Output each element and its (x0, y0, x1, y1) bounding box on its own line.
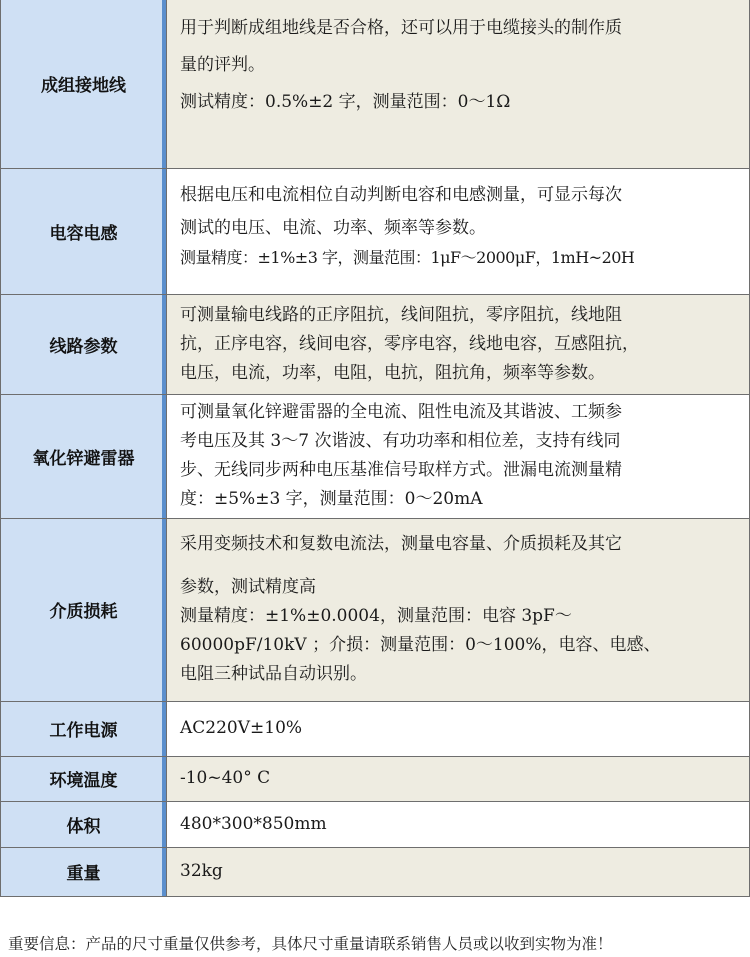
row-value-line: 测量精度：±1%±3 字，测量范围：1μF～2000μF，1mH~20H (180, 247, 635, 267)
row-value-cell (167, 847, 750, 896)
row-value-cell (167, 168, 750, 294)
spec-row-volume (1, 801, 750, 847)
row-label: 成组接地线 (41, 76, 126, 97)
row-value-line: 考电压及其 3～7 次谐波、有功功率和相位差，支持有线同 (180, 431, 621, 451)
row-label: 工作电源 (49, 721, 118, 741)
row-label-cell (1, 0, 167, 168)
row-label: 环境温度 (49, 771, 118, 791)
row-value-line: 抗，正序电容，线间电容，零序电容，线地电容，互感阻抗， (180, 333, 639, 354)
row-value-line: AC220V±10% (180, 718, 303, 738)
spec-row-grounding (1, 0, 750, 168)
row-label: 氧化锌避雷器 (32, 448, 135, 469)
row-label: 重量 (66, 864, 101, 884)
spec-row-dielectric-loss (1, 518, 750, 701)
row-value-cell (167, 0, 750, 168)
row-value-cell (167, 756, 750, 801)
row-label: 线路参数 (49, 336, 118, 357)
spec-row-capacitance-inductance (1, 168, 750, 294)
row-value-line: 32kg (180, 861, 223, 881)
row-label-cell (1, 394, 167, 518)
row-value-line: 可测量输电线路的正序阻抗，线间阻抗，零序阻抗，线地阻 (180, 304, 622, 325)
row-value-line: 步、无线同步两种电压基准信号取样方式。泄漏电流测量精 (180, 460, 622, 480)
row-value-line: 采用变频技术和复数电流法，测量电容量、介质损耗及其它 (180, 534, 622, 554)
row-value-line: 参数，测试精度高 (180, 577, 316, 597)
spec-row-line-parameters (1, 294, 750, 394)
row-label-cell (1, 701, 167, 756)
row-value-cell (167, 518, 750, 701)
row-value-line: 测试精度：0.5%±2 字，测量范围：0～1Ω (180, 92, 511, 112)
spec-row-weight (1, 847, 750, 896)
row-label: 体积 (66, 816, 101, 837)
row-value-line: 根据电压和电流相位自动判断电容和电感测量，可显示每次 (180, 184, 622, 205)
row-value-line: 度：±5%±3 字，测量范围：0～20mA (180, 489, 483, 509)
row-label-cell (1, 518, 167, 701)
row-label: 电容电感 (49, 223, 118, 244)
row-label-cell (1, 801, 167, 847)
row-label-cell (1, 847, 167, 896)
row-value-cell (167, 701, 750, 756)
row-label-cell (1, 168, 167, 294)
row-value-line: -10~40° C (180, 768, 271, 788)
row-value-cell (167, 294, 750, 394)
row-value-line: 60000pF/10kV ；介损：测量范围：0～100%，电容、电感、 (180, 635, 661, 655)
disclaimer-note: 重要信息：产品的尺寸重量仅供参考，具体尺寸重量请联系销售人员或以收到实物为准！ (8, 935, 613, 953)
spec-row-zinc-oxide-arrester (1, 394, 750, 518)
row-value-line: 480*300*850mm (180, 813, 327, 834)
row-value-line: 可测量氧化锌避雷器的全电流、阻性电流及其谐波、工频参 (180, 402, 622, 422)
row-value-line: 测试的电压、电流、功率、频率等参数。 (180, 217, 486, 238)
row-label: 介质损耗 (49, 602, 118, 622)
row-label-cell (1, 756, 167, 801)
spec-row-ambient-temperature (1, 756, 750, 801)
spec-row-power-supply (1, 701, 750, 756)
row-value-cell (167, 394, 750, 518)
row-value-line: 用于判断成组地线是否合格，还可以用于电缆接头的制作质 (180, 18, 622, 38)
row-value-line: 量的评判。 (180, 55, 265, 75)
row-label-cell (1, 294, 167, 394)
row-value-cell (167, 801, 750, 847)
row-value-line: 测量精度：±1%±0.0004，测量范围：电容 3pF～ (180, 606, 572, 626)
row-value-line: 电压，电流，功率，电阻，电抗，阻抗角，频率等参数。 (180, 362, 605, 383)
row-value-line: 电阻三种试品自动识别。 (180, 664, 367, 684)
